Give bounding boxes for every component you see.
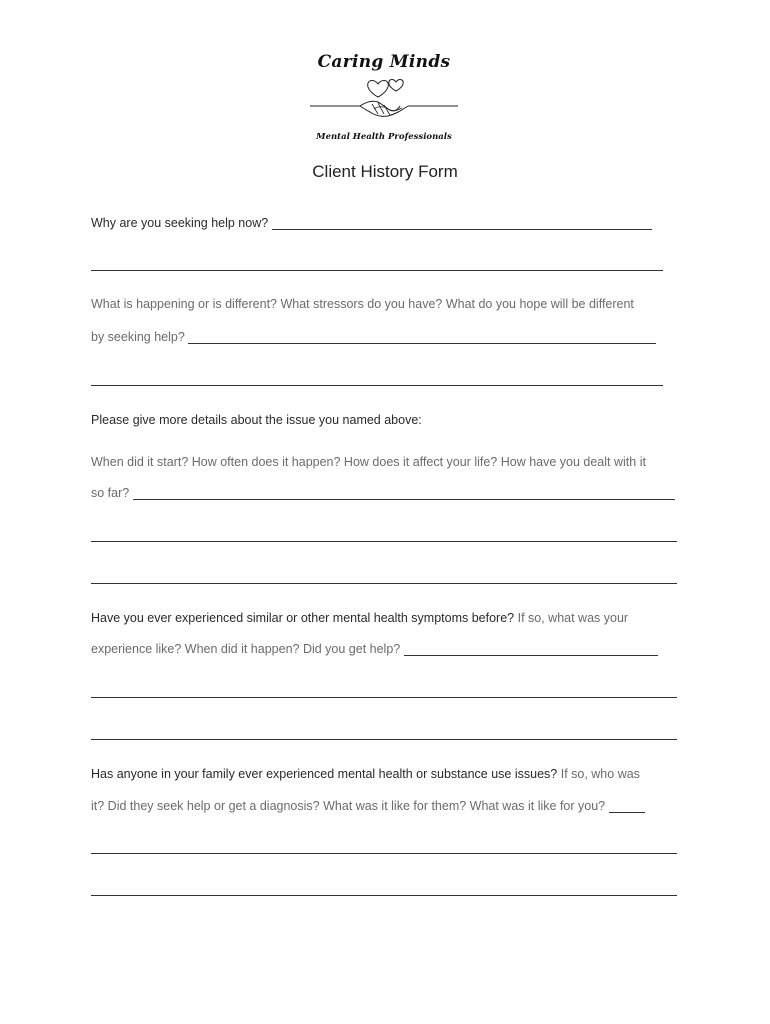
answer-line[interactable] xyxy=(188,331,656,344)
question-3-line-2 xyxy=(91,640,658,657)
answer-line[interactable] xyxy=(91,895,677,896)
question-4-label: Has anyone in your family ever experienced mental health or substance use issues? xyxy=(91,767,558,781)
question-4-hint-line-2: it? Did they seek help or get a diagnosis? What was it like for them? What was it like for you? xyxy=(91,799,606,813)
answer-line[interactable] xyxy=(404,643,658,656)
answer-line[interactable] xyxy=(133,487,675,500)
answer-line[interactable] xyxy=(91,697,677,698)
answer-line[interactable] xyxy=(91,853,677,854)
question-3-hint-tail: If so, what was your xyxy=(517,611,629,625)
question-3-label: Have you ever experienced similar or other mental health symptoms before? xyxy=(91,611,515,625)
logo-subtitle: Mental Health Professionals xyxy=(316,132,452,142)
caring-minds-logo xyxy=(308,52,460,148)
question-2-label: Please give more details about the issue you named above: xyxy=(91,413,422,427)
question-2-hint-line-1: When did it start? How often does it happen? How does it affect your life? How have you dealt with it xyxy=(91,455,646,469)
question-2-hint-line-2 xyxy=(91,484,675,501)
question-3-line-1 xyxy=(91,610,628,626)
question-1 xyxy=(91,214,652,231)
question-4-hint-tail: If so, who was xyxy=(560,767,640,781)
answer-line[interactable] xyxy=(91,385,663,386)
answer-line[interactable] xyxy=(272,217,652,230)
holding-hands-heart-icon xyxy=(308,76,460,132)
question-4-line-2 xyxy=(91,797,645,814)
answer-line[interactable] xyxy=(91,270,663,271)
question-3-hint-line-2: experience like? When did it happen? Did you get help? xyxy=(91,642,401,656)
answer-line[interactable] xyxy=(91,541,677,542)
form-title: Client History Form xyxy=(312,162,458,181)
logo-title: Caring Minds xyxy=(317,52,451,72)
question-1-hint-line-2 xyxy=(91,328,656,345)
question-4-line-1 xyxy=(91,766,640,782)
question-2-hint-line-2-text: so far? xyxy=(91,486,130,500)
answer-line[interactable] xyxy=(609,800,645,813)
question-1-label: Why are you seeking help now? xyxy=(91,216,269,230)
question-1-hint-line-1: What is happening or is different? What stressors do you have? What do you hope will be different xyxy=(91,297,634,311)
answer-line[interactable] xyxy=(91,583,677,584)
answer-line[interactable] xyxy=(91,739,677,740)
question-1-hint-line-2-text: by seeking help? xyxy=(91,330,185,344)
